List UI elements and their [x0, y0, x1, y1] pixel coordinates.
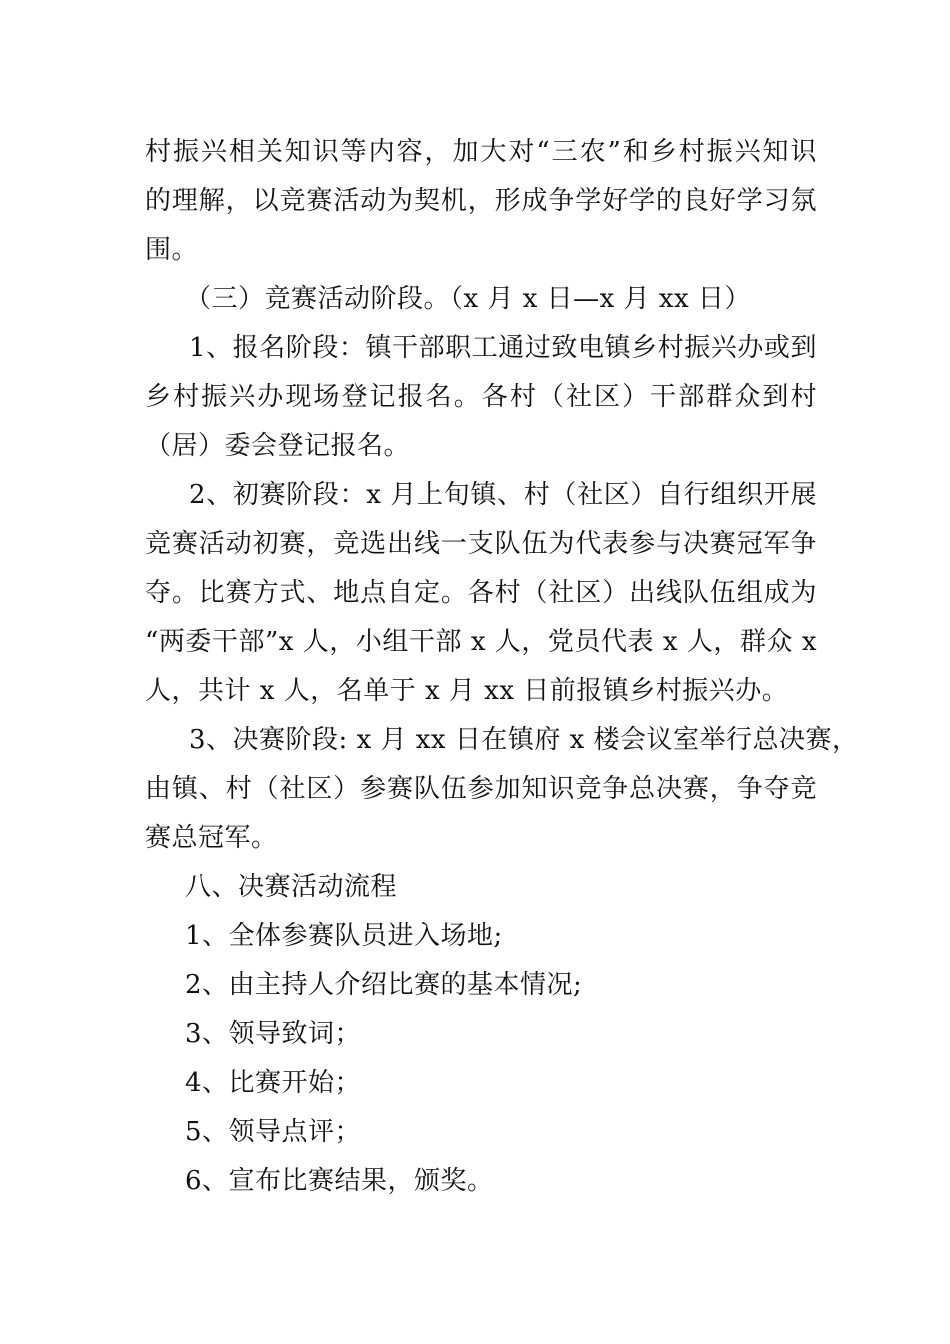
stage3-paragraph — [145, 716, 859, 863]
stage2-paragraph — [145, 471, 817, 716]
intro-paragraph — [145, 128, 817, 275]
process-step: 5、领导点评； — [185, 1117, 362, 1147]
process-heading: 八、决赛活动流程 — [185, 872, 398, 902]
process-step: 6、宣布比赛结果，颁奖。 — [185, 1166, 494, 1196]
stage1-line: 1、报名阶段：镇干部职工通过致电镇乡村振兴办或到 — [189, 333, 817, 363]
stage3-line: 3、决赛阶段: x 月 xx 日在镇府 x 楼会议室举行总决赛， — [189, 725, 859, 755]
process-steps-list — [145, 912, 817, 1206]
intro-line: 村振兴相关知识等内容，加大对“三农”和乡村振兴知识 — [145, 137, 817, 167]
stage2-line: 竞赛活动初赛，竞选出线一支队伍为代表参与决赛冠军争 — [145, 529, 817, 559]
intro-line: 的理解，以竞赛活动为契机，形成争学好学的良好学习氛 — [145, 186, 817, 216]
process-step: 4、比赛开始； — [185, 1068, 362, 1098]
stage3-line: 由镇、村（社区）参赛队伍参加知识竞争总决赛，争夺竞 — [145, 774, 817, 804]
intro-line: 围。 — [145, 235, 199, 265]
process-step: 1、全体参赛队员进入场地; — [185, 921, 503, 951]
process-step: 3、领导致词； — [185, 1019, 362, 1049]
document-body — [145, 128, 859, 1206]
stage2-line: 2、初赛阶段：x 月上旬镇、村（社区）自行组织开展 — [189, 480, 817, 510]
stage1-line: 乡村振兴办现场登记报名。各村（社区）干部群众到村 — [145, 382, 817, 412]
stage2-line: 夺。比赛方式、地点自定。各村（社区）出线队伍组成为 — [145, 578, 817, 608]
stage2-line: 人，共计 x 人，名单于 x 月 xx 日前报镇乡村振兴办。 — [145, 676, 789, 706]
stage3-line: 赛总冠军。 — [145, 823, 278, 853]
process-step: 2、由主持人介绍比赛的基本情况; — [185, 970, 583, 1000]
section-heading: （三）竞赛活动阶段。（x 月 x 日—x 月 xx 日） — [185, 284, 751, 314]
stage1-line: （居）委会登记报名。 — [145, 431, 411, 461]
stage1-paragraph — [145, 324, 817, 471]
stage2-line: “两委干部”x 人，小组干部 x 人，党员代表 x 人，群众 x — [145, 627, 817, 657]
